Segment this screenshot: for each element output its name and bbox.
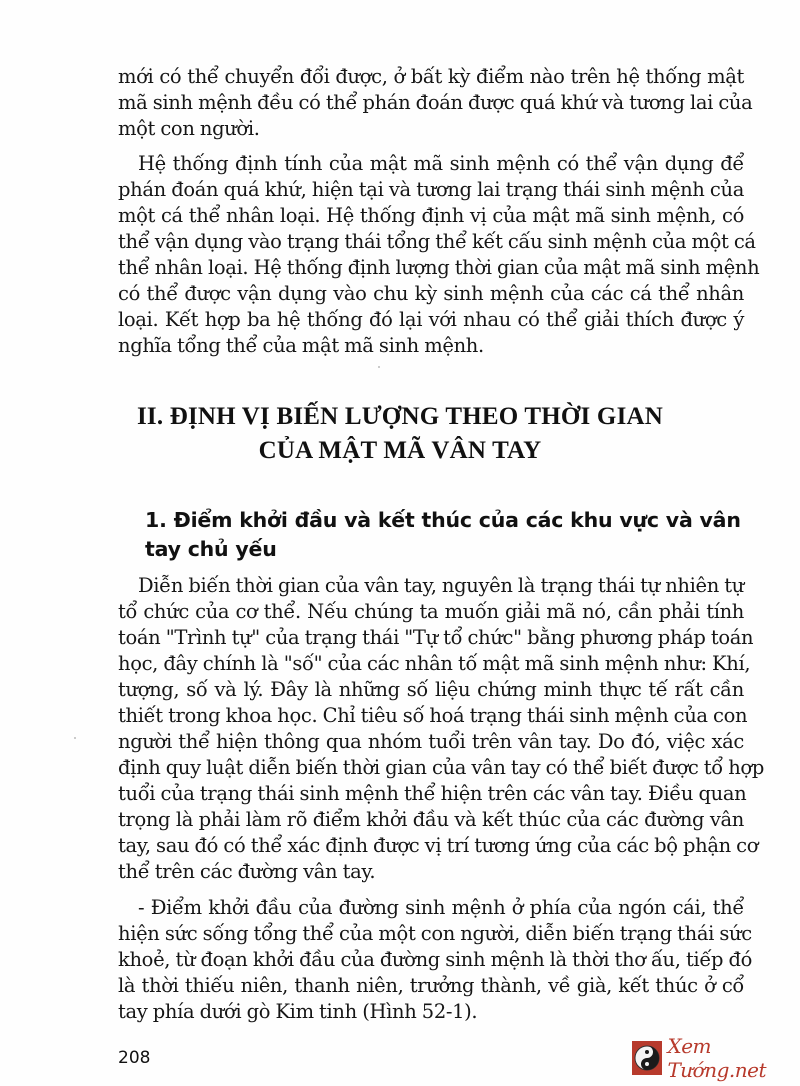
text-line: mới có thể chuyển đổi được, ở bất kỳ điểm nào trên hệ thống mật (118, 65, 744, 88)
scan-speck (378, 366, 380, 368)
text-line: phán đoán quá khứ, hiện tại và tương lai trạng thái sinh mệnh của (118, 178, 744, 201)
text-line: một con người. (118, 117, 260, 140)
text-line: loại. Kết hợp ba hệ thống đó lại với nhau có thể giải thích được ý (118, 308, 744, 331)
text-line: người thể hiện thông qua nhóm tuổi trên vân tay. Do đó, việc xác (118, 730, 744, 753)
text-line: Diễn biến thời gian của vân tay, nguyên là trạng thái tự nhiên tự (138, 574, 744, 597)
text-line: có thể được vận dụng vào chu kỳ sinh mệnh của các cá thể nhân (118, 282, 744, 305)
text-line: thể nhân loại. Hệ thống định lượng thời gian của mật mã sinh mệnh (118, 256, 760, 279)
text-line: Hệ thống định tính của mật mã sinh mệnh có thể vận dụng để (138, 152, 744, 175)
text-line: mã sinh mệnh đều có thể phán đoán được quá khứ và tương lai của (118, 91, 753, 114)
text-line: - Điểm khởi đầu của đường sinh mệnh ở phía của ngón cái, thể (138, 896, 744, 919)
text-line: là thời thiếu niên, thanh niên, trưởng thành, về già, kết thúc ở cổ (118, 974, 744, 997)
text-line: thể trên các đường vân tay. (118, 860, 376, 883)
text-line: tuổi của trạng thái sinh mệnh thể hiện trên các vân tay. Điều quan (118, 782, 747, 805)
subsection-heading (145, 506, 785, 564)
subsection-heading-line: 1. Điểm khởi đầu và kết thúc của các khu vực và vân (145, 508, 741, 532)
watermark-text: Xem Tướng.net (667, 1034, 767, 1082)
text-line: nghĩa tổng thể của mật mã sinh mệnh. (118, 334, 484, 357)
paragraph (118, 151, 760, 359)
text-line: một cá thể nhân loại. Hệ thống định vị của mật mã sinh mệnh, có (118, 204, 744, 227)
text-line: trọng là phải làm rõ điểm khởi đầu và kết thúc của các đường vân (118, 808, 744, 831)
subsection-heading-line: tay chủ yếu (145, 537, 277, 561)
text-line: tổ chức của cơ thể. Nếu chúng ta muốn giải mã nó, cần phải tính (118, 600, 744, 623)
paragraph (118, 895, 752, 1025)
scan-speck (74, 737, 76, 739)
text-line: tay phía dưới gò Kim tinh (Hình 52-1). (118, 1000, 478, 1023)
text-line: học, đây chính là "số" của các nhân tố mật mã sinh mệnh như: Khí, (118, 652, 751, 675)
page-number: 208 (118, 1048, 151, 1068)
text-line: toán "Trình tự" của trạng thái "Tự tổ chức" bằng phương pháp toán (118, 626, 754, 649)
paragraph-continuation (118, 64, 753, 142)
text-line: thể vận dụng vào trạng thái tổng thể kết cấu sinh mệnh của một cá (118, 230, 756, 253)
text-line: hiện sức sống tổng thể của một con người, diễn biến trạng thái sức (118, 922, 752, 945)
yin-yang-icon (632, 1041, 662, 1075)
watermark-logo (632, 1034, 800, 1082)
text-line: thiết trong khoa học. Chỉ tiêu số hoá trạng thái sinh mệnh của con (118, 704, 748, 727)
text-line: khoẻ, từ đoạn khởi đầu của đường sinh mệnh là thời thơ ấu, tiếp đó (118, 948, 752, 971)
text-line: tượng, số và lý. Đây là những số liệu chứng minh thực tế rất cần (118, 678, 744, 701)
section-heading (0, 400, 800, 468)
text-line: tay, sau đó có thể xác định được vị trí tương ứng của các bộ phận cơ (118, 834, 759, 857)
section-heading-line: II. ĐỊNH VỊ BIẾN LƯỢNG THEO THỜI GIAN (136, 403, 664, 430)
section-heading-line: CỦA MẬT MÃ VÂN TAY (258, 437, 542, 464)
paragraph (118, 573, 764, 885)
text-line: định quy luật diễn biến thời gian của vân tay có thể biết được tổ hợp (118, 756, 764, 779)
